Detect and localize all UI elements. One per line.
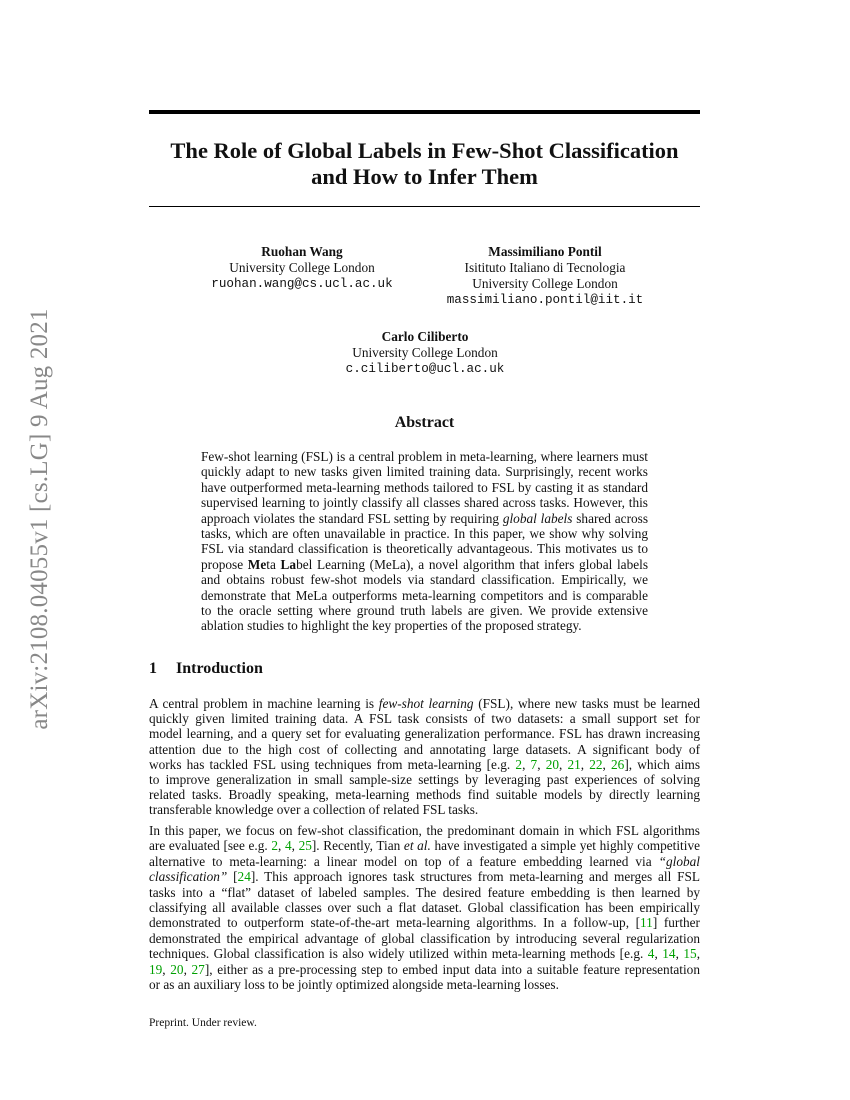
text-run: , (291, 838, 299, 854)
citation-link[interactable]: 14 (662, 946, 676, 962)
citation-link[interactable]: 11 (640, 915, 653, 931)
citation-link[interactable]: 2 (515, 756, 523, 772)
text-line (149, 726, 700, 741)
text-line (149, 838, 700, 853)
citation-link[interactable]: 25 (298, 838, 312, 854)
text-run: Few-shot learning (FSL) is a central problem in meta-learning, where learners must (201, 449, 648, 464)
author-name: Carlo Ciliberto (381, 329, 469, 344)
title-bottom-rule (149, 206, 700, 207)
text-line (149, 931, 700, 946)
text-run: shared across (572, 510, 648, 526)
text-line (149, 696, 700, 711)
text-line (149, 742, 700, 757)
text-run: , (696, 946, 701, 962)
citation-link[interactable]: 22 (589, 756, 603, 772)
author-affiliation: University College London (352, 345, 498, 360)
text-run: or as an auxiliary loss to be jointly optimized alongside meta-learning losses. (149, 976, 559, 992)
text-run: propose (201, 556, 248, 572)
text-run: ], which aims (624, 756, 700, 772)
text-line (149, 977, 700, 992)
italic-text: global labels (502, 510, 573, 526)
author-email[interactable]: c.ciliberto@ucl.ac.uk (345, 362, 505, 376)
text-run: , (522, 756, 531, 772)
citation-link[interactable]: 26 (611, 756, 625, 772)
citation-link[interactable]: 20 (170, 961, 184, 977)
text-run: ], either as a pre-processing step to embed input data into a suitable feature representation (204, 961, 700, 977)
section-title: Introduction (176, 660, 263, 677)
text-run: demonstrate that MeLa outperforms meta-learning competitors and is comparable (201, 587, 648, 603)
text-line (201, 572, 648, 587)
author-block (425, 244, 665, 308)
text-line (201, 588, 648, 603)
text-line (201, 511, 648, 526)
text-line (149, 885, 700, 900)
text-run: works has tackled FSL using techniques from meta-learning [e.g. (149, 756, 516, 772)
author-block (202, 244, 402, 292)
citation-link[interactable]: 24 (237, 869, 251, 885)
text-run: , (537, 756, 546, 772)
italic-text: et al. (403, 838, 431, 854)
text-run: ]. This approach ignores task structures from meta-learning and merges all FSL (250, 869, 700, 885)
text-line (201, 480, 648, 495)
citation-link[interactable]: 15 (683, 946, 697, 962)
text-run: to the oracle setting where ground truth labels are given. We provide extensive (201, 602, 648, 618)
text-run: are evaluated [see e.g. (149, 838, 272, 854)
text-line (201, 526, 648, 541)
citation-link[interactable]: 20 (545, 756, 559, 772)
text-run: , (162, 961, 171, 977)
intro-paragraph-2 (149, 823, 700, 992)
text-run: In this paper, we focus on few-shot classification, the predominant domain in which FSL algorithms (149, 823, 700, 838)
text-line (201, 557, 648, 572)
text-run: supervised learning to jointly classify all classes shared across tasks. However, this (201, 495, 648, 511)
italic-text: “global (658, 853, 700, 869)
text-line (149, 900, 700, 915)
text-run: , (580, 756, 590, 772)
text-run: (FSL), where new tasks must be learned (473, 696, 700, 711)
text-run: , (654, 946, 663, 962)
section-number: 1 (149, 660, 157, 677)
citation-link[interactable]: 4 (647, 946, 655, 962)
author-affiliation: University College London (472, 276, 618, 291)
bold-text: Me (247, 556, 267, 572)
text-run: demonstrated the empirical advantage of global classification by introducing several regularization (149, 930, 700, 946)
text-line (149, 823, 700, 838)
text-line (149, 946, 700, 961)
author-email[interactable]: massimiliano.pontil@iit.it (446, 293, 644, 307)
intro-paragraph-1 (149, 696, 700, 818)
footer-note: Preprint. Under review. (149, 1017, 257, 1029)
text-line (149, 772, 700, 787)
citation-link[interactable]: 4 (284, 838, 292, 854)
citation-link[interactable]: 21 (567, 756, 581, 772)
bold-text: La (280, 556, 297, 572)
author-affiliation: University College London (229, 260, 375, 275)
citation-link[interactable]: 27 (191, 961, 205, 977)
text-run: , (675, 946, 684, 962)
text-line (149, 869, 700, 884)
text-line (201, 449, 648, 464)
text-run: , (183, 961, 192, 977)
citation-link[interactable]: 19 (149, 961, 163, 977)
arxiv-identifier: arXiv:2108.04055v1 [cs.LG] 9 Aug 2021 (26, 308, 53, 730)
text-run: related tasks. Broadly speaking, meta-learning methods find suitable models by directly learning (149, 787, 700, 803)
title-line-2: and How to Infer Them (311, 164, 538, 189)
text-run: tasks, which are often unavailable in practice. In this paper, we show why solving (201, 525, 648, 541)
text-line (149, 757, 700, 772)
text-run: demonstrated to outperform state-of-the-art meta-learning algorithms. In a follow-up, [ (149, 915, 641, 931)
text-run: classifying all available classes over such a flat dataset. Global classification has been empirically (149, 899, 700, 915)
paper-title (149, 138, 700, 190)
text-line (149, 711, 700, 726)
text-line (201, 603, 648, 618)
text-line (149, 915, 700, 930)
text-run: A central problem in machine learning is (149, 696, 379, 711)
italic-text: classification” (149, 869, 228, 885)
text-run: alternative to meta-learning: a linear model on top of a feature embedding learned via (149, 853, 659, 869)
text-run: , (558, 756, 568, 772)
text-line (149, 854, 700, 869)
italic-text: few-shot learning (378, 696, 474, 711)
author-name: Massimiliano Pontil (488, 244, 602, 259)
text-run: attention due to the high cost of collecting and annotating large datasets. A significant body of (149, 741, 700, 757)
text-line (201, 495, 648, 510)
text-run: ablation studies to highlight the key properties of the proposed strategy. (201, 618, 582, 634)
text-line (201, 618, 648, 633)
text-run: quickly given limited training data. A FSL task consists of two datasets: a small support set for (149, 711, 700, 727)
author-affiliation: Isitituto Italiano di Tecnologia (464, 260, 626, 275)
text-run: approach violates the standard FSL setting by requiring (201, 510, 503, 526)
title-line-1: The Role of Global Labels in Few-Shot Classification (170, 138, 679, 163)
abstract-heading: Abstract (394, 414, 455, 431)
title-top-rule (149, 110, 700, 114)
author-name: Ruohan Wang (261, 244, 343, 259)
text-run: quickly adapt to new tasks given limited training data. Surprisingly, recent works (201, 464, 648, 480)
text-run: ] further (652, 915, 700, 931)
text-run: , (277, 838, 285, 854)
text-run: ]. Recently, Tian (311, 838, 404, 854)
text-run: tasks into a “flat” dataset of labeled samples. The desired feature embedding is then learned by (149, 884, 700, 900)
section-heading (149, 660, 263, 678)
text-line (149, 787, 700, 802)
text-run: FSL via standard classification is theoretically advantageous. This motivates us to (201, 541, 648, 557)
text-run: have outperformed meta-learning methods tailored to FSL by casting it as standard (201, 479, 648, 495)
text-run: [ (227, 869, 238, 885)
abstract-body (201, 449, 648, 634)
text-run: ta (266, 556, 281, 572)
text-run: have investigated a simple yet highly competitive (430, 838, 700, 854)
text-run: techniques. Global classification is also widely utilized within meta-learning methods [e.g. (149, 946, 648, 962)
text-run: , (602, 756, 612, 772)
text-run: and obtains robust few-shot models via standard classification. Empirically, we (201, 572, 648, 588)
text-run: to improve generalization in small sample-size settings by leveraging past experiences of solving (149, 771, 700, 787)
author-email[interactable]: ruohan.wang@cs.ucl.ac.uk (211, 277, 393, 291)
citation-link[interactable]: 7 (530, 756, 538, 772)
text-line (149, 962, 700, 977)
citation-link[interactable]: 2 (271, 838, 278, 854)
text-line (201, 464, 648, 479)
text-run: bel Learning (MeLa), a novel algorithm that infers global labels (296, 556, 648, 572)
author-block (325, 329, 525, 377)
text-line (149, 802, 700, 817)
text-run: transferable knowledge over a collection of related FSL tasks. (149, 802, 479, 818)
text-run: model learning, and a query set for evaluating generalization performance. FSL has drawn increasing (149, 726, 700, 742)
text-line (201, 541, 648, 556)
